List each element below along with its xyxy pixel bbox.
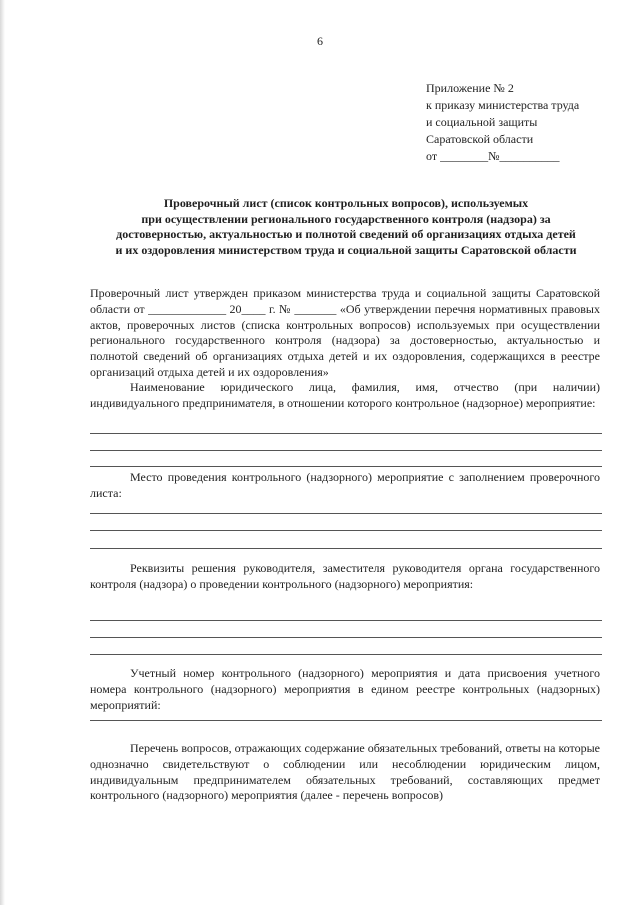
entity-name-fill-line (90, 450, 602, 451)
entity-name-fill-line (90, 466, 602, 467)
registry-fill-line (90, 720, 602, 721)
title-line-4: и их оздоровления министерством труда и социальной защиты Саратовской области (115, 242, 577, 257)
approval-paragraph: Проверочный лист утвержден приказом министерства труда и социальной защиты Саратовской области от _____________ 20____ г. № _______ «Об утверждении перечня нормативных правовых актов, проверочных листов (списка контрольных вопросов) используемых при осуществлении регионального государственного контроля (надзора) за достоверностью, актуальностью и полнотой сведений об организациях отдыха детей и их оздоровления, содержащихся в реестре организаций отдыха детей и их оздоровления» (90, 286, 600, 379)
appendix-region: Саратовской области (426, 132, 534, 146)
page-number: 6 (317, 34, 323, 48)
place-paragraph: Место проведения контрольного (надзорного) мероприятие с заполнением проверочного листа: (90, 470, 600, 500)
scan-edge-shadow (0, 0, 5, 905)
requisites-paragraph: Реквизиты решения руководителя, заместителя руководителя органа государственного контроля (надзора) о проведении контрольного (надзорного) мероприятия: (90, 561, 600, 591)
document-title (86, 196, 606, 258)
registry-paragraph: Учетный номер контрольного (надзорного) мероприятия и дата присвоения учетного номера контрольного (надзорного) мероприятия в едином реестре контрольных (надзорных) мероприятий: (90, 666, 600, 712)
appendix-number: Приложение № 2 (426, 81, 514, 95)
title-line-3: достоверностью, актуальностью и полнотой сведений об организациях отдыха детей (116, 227, 576, 241)
requisites-fill-line (90, 637, 602, 638)
title-line-2: при осуществлении регионального государственного контроля (надзора) за (141, 211, 551, 226)
title-line-1: Проверочный лист (список контрольных вопросов), используемых (163, 196, 529, 210)
appendix-block (426, 80, 579, 165)
appendix-date-number: от ________№__________ (426, 149, 560, 163)
entity-name-paragraph: Наименование юридического лица, фамилия, имя, отчество (при наличии) индивидуального предпринимателя, в отношении которого контрольное (надзорное) мероприятие: (90, 380, 600, 410)
place-fill-line (90, 530, 602, 531)
place-fill-line (90, 548, 602, 549)
questions-paragraph: Перечень вопросов, отражающих содержание обязательных требований, ответы на которые однозначно свидетельствуют о соблюдении или несоблюдении юридическим лицом, индивидуальным предпринимателем обязательных требований, составляющих предмет контрольного (надзорного) мероприятия (далее - перечень вопросов) (90, 741, 600, 803)
appendix-order: к приказу министерства труда (426, 98, 580, 112)
place-fill-line (90, 513, 602, 514)
requisites-fill-line (90, 654, 602, 655)
appendix-ministry: и социальной защиты (426, 115, 538, 129)
entity-name-fill-line (90, 433, 602, 434)
requisites-fill-line (90, 620, 602, 621)
